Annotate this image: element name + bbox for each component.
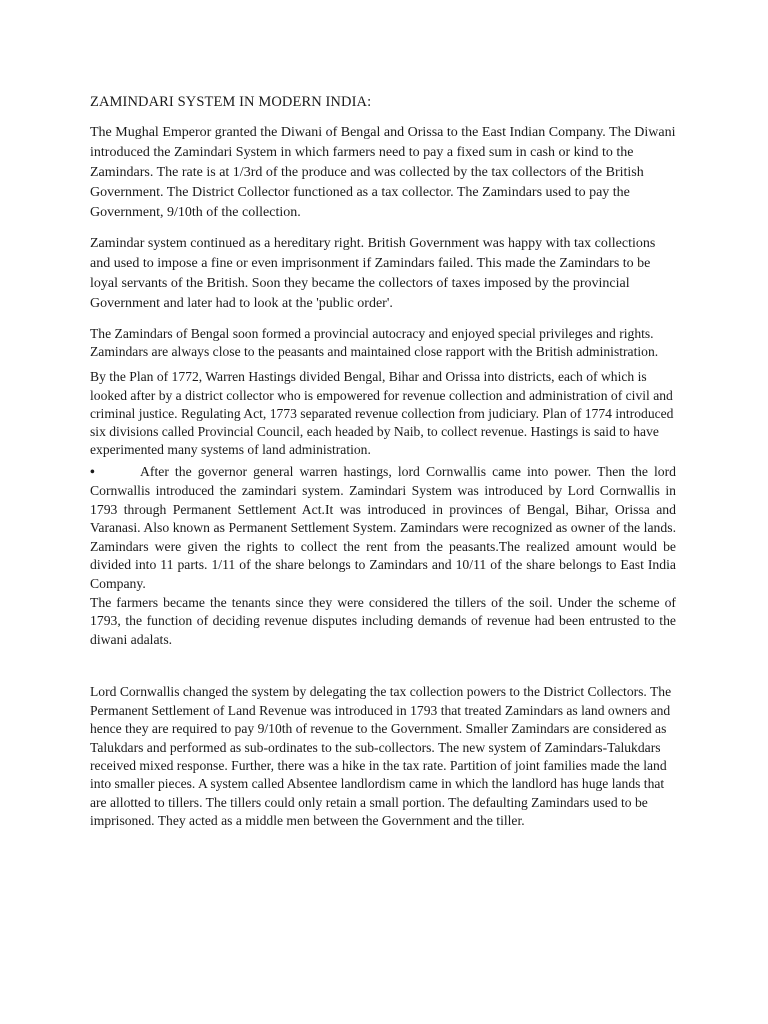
paragraph-district-collectors: Lord Cornwallis changed the system by delegating the tax collection powers to the District Collectors. The Permanent Settlement of Land Revenue was introduced in 1793 that treated Zamindars as land owners and hence they are required to pay 9/10th of revenue to the Government. Smaller Zamindars are considered as Talukdars and performed as sub-ordinates to the sub-collectors. The new system of Zamindars-Talukdars received mixed response. Further, there was a hike in the tax rate. Partition of joint families made the land into smaller pieces. A system called Absentee landlordism came in which the landlord has huge lands that are allotted to tillers. The tillers could only retain a small portion. The defaulting Zamindars used to be imprisoned. They acted as a middle men between the Government and the tiller. [90,684,672,829]
paragraph-mughal-diwani: The Mughal Emperor granted the Diwani of Bengal and Orissa to the East Indian Company. The Diwani introduced the Zamindari System in which farmers need to pay a fixed sum in cash or kind to the Zamindars. The rate is at 1/3rd of the produce and was collected by the tax collectors of the British Government. The District Collector functioned as a tax collector. The Zamindars used to pay the Government, 9/10th of the collection. [90,125,676,220]
bullet-item-cornwallis [90,463,676,593]
document-title: ZAMINDARI SYSTEM IN MODERN INDIA: [90,94,372,110]
bullet-marker: • [90,464,95,480]
paragraph-tenants: The farmers became the tenants since they were considered the tillers of the soil. Under the scheme of 1793, the function of deciding revenue disputes including demands of revenue had been entrusted to the diwani adalats. [90,594,676,647]
paragraph-plan-1772: By the Plan of 1772, Warren Hastings divided Bengal, Bihar and Orissa into districts, each of which is looked after by a district collector who is empowered for revenue collection and administration of civil and criminal justice. Regulating Act, 1773 separated revenue collection from judiciary. Plan of 1774 introduced six divisions called Provincial Council, each headed by Naib, to collect revenue. Hastings is said to have experimented many systems of land administration. [90,369,674,458]
bullet-text: After the governor general warren hastings, lord Cornwallis came into power. Then the lord Cornwallis introduced the zamindari system. Zamindari System was introduced by Lord Cornwallis in 1793 through Permanent Settlement Act.It was introduced in provinces of Bengal, Bihar, Orissa and Varanasi. Also known as Permanent Settlement System. Zamindars were recognized as owner of the lands. Zamindars were given the rights to collect the rent from the peasants.The realized amount would be divided into 11 parts. 1/11 of the share belongs to Zamindars and 10/11 of the share belongs to East India Company. [90,464,676,591]
paragraph-hereditary-right: Zamindar system continued as a hereditary right. British Government was happy with tax collections and used to impose a fine or even imprisonment if Zamindars failed. This made the Zamindars to be loyal servants of the British. Soon they became the collectors of taxes imposed by the provincial Government and later had to look at the 'public order'. [90,236,656,311]
document-page [90,92,676,831]
paragraph-bengal-autocracy: The Zamindars of Bengal soon formed a provincial autocracy and enjoyed special privileges and rights. Zamindars are always close to the peasants and maintained close rapport with the British administration. [90,326,659,360]
